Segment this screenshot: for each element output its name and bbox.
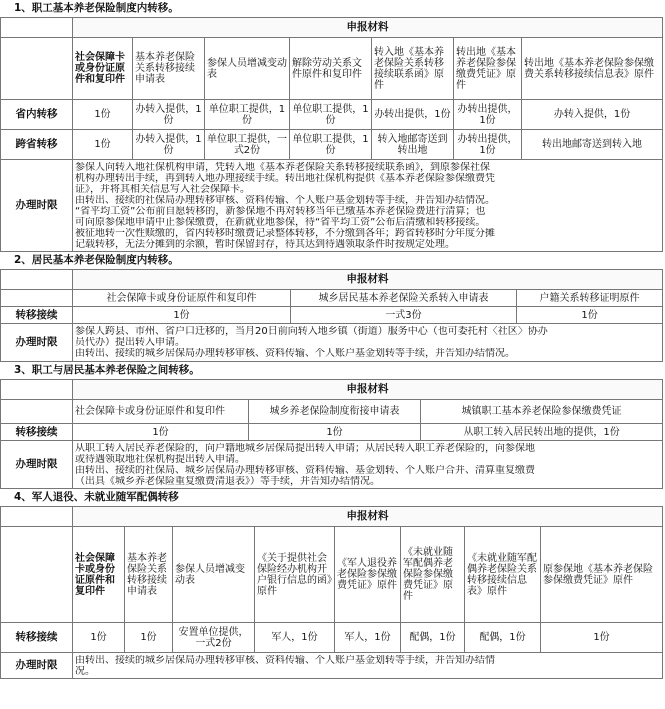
- proc-line: 由转出、接续的城乡居保局办理转移审核、资料传输、个人账户基金划转等手续，并告知办结情: [75, 654, 495, 666]
- proc-line: 或待遇领取地社保机构提出转入申请。: [75, 453, 245, 465]
- table-row: [1, 100, 663, 130]
- proc-line: 员代办）提出转入申请。: [75, 337, 185, 348]
- proc-line: 由转出、接续的社保局办理转移审核、资料传输、个人账户基金划转等手续，并告知办结情况。: [75, 194, 495, 206]
- s4-material-6: 《未就业随军配偶养老保险关系转移接续信息表》原件: [465, 527, 541, 623]
- s4-material-4: 《军人退役养老保险参保缴费凭证》原件: [335, 527, 401, 623]
- section1-title: 1、职工基本养老保险制度内转移。: [14, 2, 179, 14]
- cell: 办转出提供，1份: [454, 130, 522, 160]
- s4-material-0: 社会保障卡或身份证原件和复印件: [73, 527, 125, 623]
- cell: 1份: [73, 623, 125, 653]
- cell: 单位职工提供，1份: [290, 100, 372, 130]
- s1-material-2: 参保人员增减变动表: [205, 38, 290, 100]
- proc-line: 证》，并将其相关信息写入社会保障卡。: [75, 183, 250, 195]
- cell: 转入地邮寄送到转出地: [372, 130, 454, 160]
- row-label: 转移接续: [1, 307, 73, 324]
- proc-line: 记载转移，无法分摊到的余额，暂时保留封存，待其达到待遇领取条件时按规定处理。: [75, 238, 455, 250]
- row-label: 转移接续: [1, 424, 73, 441]
- proc-label: 办理时限: [1, 160, 73, 252]
- proc-label: 办理时限: [1, 653, 73, 679]
- cell: 配偶，1份: [465, 623, 541, 653]
- section3-title: 3、职工与居民基本养老保险之间转移。: [14, 364, 200, 376]
- s3-procedure: [73, 441, 663, 489]
- cell: 办转出提供，1份: [454, 100, 522, 130]
- section1-blank: [1, 38, 73, 100]
- proc-line: 机构办理转出手续，再到转入地办理接续手续。转出地社保机构提供《基本养老保险参保缴费凭: [75, 172, 495, 184]
- cell: 1份: [517, 307, 663, 324]
- s2-material-0: 社会保障卡或身份证原件和复印件: [73, 290, 291, 307]
- s3-material-2: 城镇职工基本养老保险参保缴费凭证: [421, 400, 663, 424]
- section4-blank: [1, 527, 73, 623]
- section1-header: 申报材料: [73, 18, 663, 38]
- s3-material-0: 社会保障卡或身份证原件和复印件: [73, 400, 249, 424]
- s1-material-3: 解除劳动关系文件原件和复印件: [290, 38, 372, 100]
- cell: 1份: [541, 623, 663, 653]
- cell: 1份: [125, 623, 173, 653]
- cell: 单位职工提供，1份: [290, 130, 372, 160]
- cell: 军人，1份: [335, 623, 401, 653]
- proc-line: （出具《城乡养老保险重复缴费清退表》）等手续，并告知办结情况。: [75, 475, 380, 487]
- s4-material-1: 基本养老保险关系转移接续申请表: [125, 527, 173, 623]
- s2-procedure: [73, 324, 663, 362]
- cell: 单位职工提供，一式2份: [205, 130, 290, 160]
- section2-header: 申报材料: [73, 270, 663, 290]
- section4-table: [0, 506, 663, 679]
- proc-line: 参保人向转入地社保机构申请，凭转入地《基本养老保险关系转移接续联系函》，到原参保社保: [75, 161, 490, 173]
- proc-line: 由转出、接续的社保局、城乡居保局办理转移审核、资料传输、基金划转、个人账户合并、清算重复缴费: [75, 464, 535, 476]
- proc-label: 办理时限: [1, 324, 73, 362]
- cell: 办转入提供，1份: [133, 130, 205, 160]
- section1-table: [0, 17, 663, 252]
- s1-material-4: 转入地《基本养老保险关系转移接续联系函》原件: [372, 38, 454, 100]
- cell: 军人，1份: [255, 623, 335, 653]
- section3-header: 申报材料: [73, 380, 663, 400]
- table-row: [1, 623, 663, 653]
- s1-material-6: 转出地《基本养老保险参保缴费关系转移接续信息表》原件: [522, 38, 663, 100]
- proc-line: 被征地转一次性赎缴的，省内转移时缴费记录整体转移，不分缴到各年；跨省转移时分年度分摊: [75, 227, 495, 239]
- proc-label: 办理时限: [1, 441, 73, 489]
- section2-title: 2、居民基本养老保险制度内转移。: [14, 254, 179, 266]
- s4-material-5: 《未就业随军配偶养老保险参保缴费凭证》原件: [401, 527, 465, 623]
- cell: 一式3份: [291, 307, 517, 324]
- s1-material-5: 转出地《基本养老保险参保缴费凭证》原件: [454, 38, 522, 100]
- cell: 1份: [73, 130, 133, 160]
- cell: 1份: [73, 424, 249, 441]
- s4-material-2: 参保人员增减变动表: [173, 527, 255, 623]
- section4-corner: [1, 507, 73, 527]
- s4-procedure: [73, 653, 663, 679]
- cell: 1份: [73, 100, 133, 130]
- row-label: 省内转移: [1, 100, 73, 130]
- section2-blank: [1, 290, 73, 307]
- cell: 从职工转入居民转出地的提供，1份: [421, 424, 663, 441]
- s2-material-2: 户籍关系转移证明原件: [517, 290, 663, 307]
- row-label: 转移接续: [1, 623, 73, 653]
- cell: 1份: [249, 424, 421, 441]
- cell: 办转出提供，1份: [372, 100, 454, 130]
- s4-material-7: 原参保地《基本养老保险参保缴费凭证》原件: [541, 527, 663, 623]
- cell: 单位职工提供，1份: [205, 100, 290, 130]
- table-row: [1, 307, 663, 324]
- cell: 配偶，1份: [401, 623, 465, 653]
- proc-line: “省平均工资”公布前自愿转移的，新参保地不再对转移当年已缴基本养老保险费进行清算；也: [75, 205, 486, 217]
- cell: 转出地邮寄送到转入地: [522, 130, 663, 160]
- cell: 办转入提供，1份: [133, 100, 205, 130]
- proc-line: 参保人跨县、市州、省户口迁移的，当月20日前向转入地乡镇（街道）服务中心（也可委托村〈社区〉协办: [75, 326, 548, 337]
- cell: 办转入提供，1份: [522, 100, 663, 130]
- section2-corner: [1, 270, 73, 290]
- s3-material-1: 城乡养老保险制度衔接申请表: [249, 400, 421, 424]
- s2-material-1: 城乡居民基本养老保险关系转入申请表: [291, 290, 517, 307]
- section1-corner: [1, 18, 73, 38]
- s1-procedure: [73, 160, 663, 252]
- table-row: [1, 130, 663, 160]
- section3-blank: [1, 400, 73, 424]
- table-row: [1, 424, 663, 441]
- section3-corner: [1, 380, 73, 400]
- proc-line: 由转出、接续的城乡居保局办理转移审核、资料传输、个人账户基金划转等手续，并告知办结情况。: [75, 348, 515, 359]
- s1-material-0: 社会保障卡或身份证原件和复印件: [73, 38, 133, 100]
- row-label: 跨省转移: [1, 130, 73, 160]
- s1-material-1: 基本养老保险关系转移接续申请表: [133, 38, 205, 100]
- section4-header: 申报材料: [73, 507, 663, 527]
- s4-material-3: 《关于提供社会保险经办机构开户银行信息的函》原件: [255, 527, 335, 623]
- section4-title: 4、军人退役、未就业随军配偶转移: [14, 491, 179, 503]
- proc-line: 可向原参保地申请中止参保缴费，在新就业地参保，待“省平均工资”公布后清缴和转移接续。: [75, 216, 486, 228]
- proc-line: 况。: [75, 665, 95, 677]
- cell: 1份: [73, 307, 291, 324]
- cell: 安置单位提供，一式2份: [173, 623, 255, 653]
- section3-table: [0, 379, 663, 489]
- section2-table: [0, 269, 663, 362]
- proc-line: 从职工转入居民养老保险的，向户籍地城乡居保局提出转入申请；从居民转入职工养老保险的，向参保地: [75, 442, 535, 454]
